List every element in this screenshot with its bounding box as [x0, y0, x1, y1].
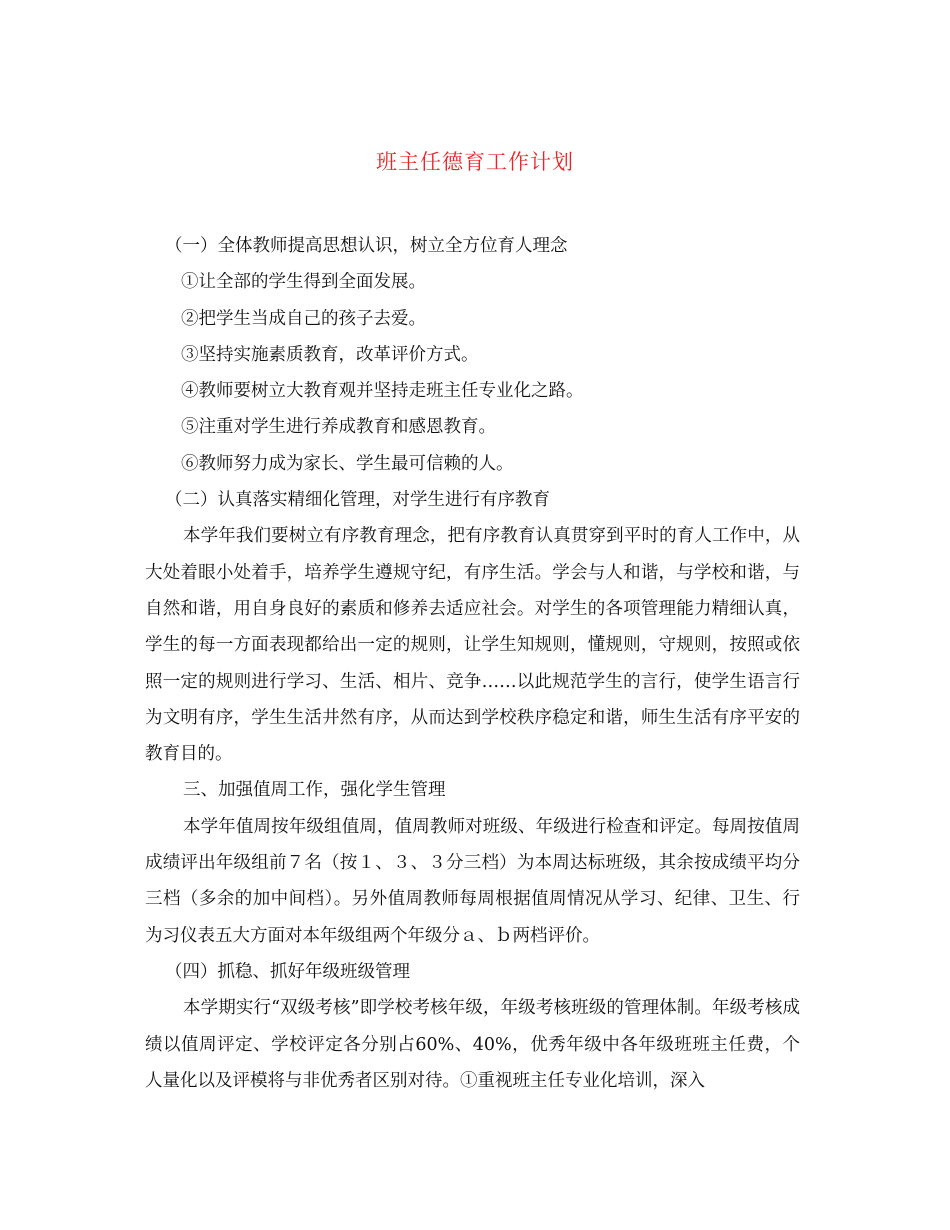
list-item: ①让全部的学生得到全面发展。: [181, 272, 426, 293]
section-heading: （一）全体教师提高思想认识，树立全方位育人理念: [165, 236, 568, 256]
list-item: ②把学生当成自己的孩子去爱。: [181, 308, 426, 329]
document-body: [145, 228, 800, 1099]
section-heading: 三、加强值周工作，强化学生管理: [183, 780, 446, 801]
section-heading: （二）认真落实精细化管理，对学生进行有序教育: [165, 490, 550, 511]
document-title: 班主任德育工作计划: [376, 150, 574, 174]
list-item: ⑤注重对学生进行养成教育和感恩教育。: [181, 417, 496, 438]
section-heading: （四）抓稳、抓好年级班级管理: [165, 961, 410, 982]
section-paragraph: 本学年我们要树立有序教育理念，把有序教育认真贯穿到平时的育人工作中，从大处着眼小处着手，培养学生遵规守纪，有序生活。学会与人和谐，与学校和谐，与自然和谐，用自身良好的素质和修养去适应社会。对学生的各项管理能力精细认真，学生的每一方面表现都给出一定的规则，让学生知规则，懂规则，守规则，按照或依照一定的规则进行学习、生活、相片、竞争……以此规范学生的言行，使学生语言行为文明有序，学生生活井然有序，从而达到学校秩序稳定和谐，师生生活有序平安的教育目的。: [145, 526, 800, 765]
list-item: ⑥教师努力成为家长、学生最可信赖的人。: [181, 453, 514, 474]
list-item: ③坚持实施素质教育，改革评价方式。: [181, 344, 479, 365]
section-paragraph: 本学期实行“双级考核”即学校考核年级，年级考核班级的管理体制。年级考核成绩以值周评定、学校评定各分别占60%、40%，优秀年级中各年级班班主任费，个人量化以及评模将与非优秀者区别对待。①重视班主任专业化培训，深入: [145, 998, 800, 1091]
list-item: ④教师要树立大教育观并坚持走班主任专业化之路。: [181, 381, 584, 402]
section-paragraph: 本学年值周按年级组值周，值周教师对班级、年级进行检查和评定。每周按值周成绩评出年级组前７名（按１、３、３分三档）为本周达标班级，其余按成绩平均分三档（多余的加中间档）。另外值周教师每周根据值周情况从学习、纪律、卫生、行为习仪表五大方面对本年级组两个年级分ａ、ｂ两档评价。: [145, 816, 800, 946]
